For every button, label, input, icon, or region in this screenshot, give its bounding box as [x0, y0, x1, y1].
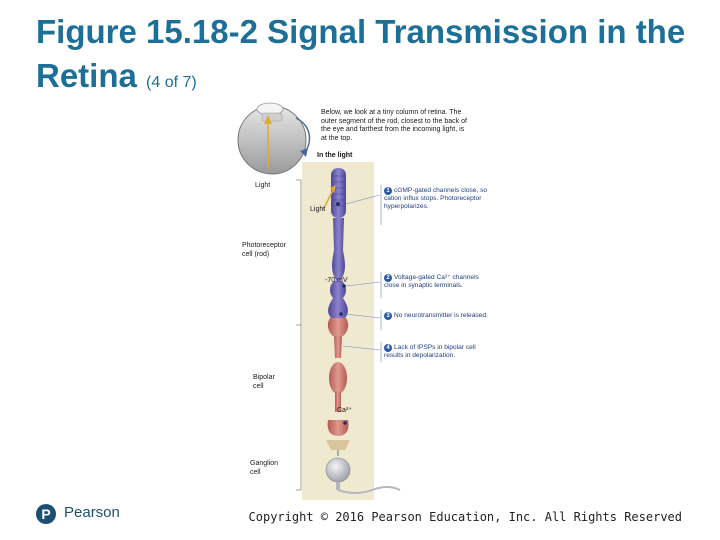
in-the-light-label: In the light: [317, 152, 353, 159]
bipolar-cell-label: Bipolar cell: [253, 374, 275, 390]
step-4-number: 4: [384, 344, 392, 352]
step-1-text: cGMP-gated channels close, so cation influx stops. Photoreceptor hyperpolarizes.: [384, 187, 488, 210]
title-part: (4 of 7): [146, 74, 197, 91]
voltage-label: -70 mV: [325, 277, 348, 284]
step-1: [384, 187, 492, 210]
eyeball-illustration: [238, 103, 306, 174]
photoreceptor-label: Photoreceptor cell (rod): [242, 242, 286, 258]
ganglion-cell-label: Ganglion cell: [250, 460, 279, 476]
step-3-text: No neurotransmitter is released.: [394, 312, 488, 319]
calcium-label: Ca²⁺: [337, 407, 352, 414]
svg-text:P: P: [41, 506, 51, 522]
pearson-brand: [60, 504, 120, 521]
step-4: [384, 344, 492, 360]
step-3: [384, 312, 492, 320]
step-1-number: 1: [384, 187, 392, 195]
light-label-rod: Light: [310, 206, 326, 213]
title-main: Figure 15.18-2 Signal Transmission in the Retina: [36, 13, 686, 94]
pearson-logo-icon: [36, 504, 56, 524]
intro-text: Below, we look at a tiny column of retina. The outer segment of the rod, closest to the back of the eye and farthest from the incoming light, is at the top.: [321, 109, 467, 142]
step-3-number: 3: [384, 312, 392, 320]
step-2-number: 2: [384, 274, 392, 282]
step-2-text: Voltage-gated Ca²⁺ channels close in synaptic terminals.: [384, 274, 479, 289]
step-2: [384, 274, 492, 290]
copyright-text: Copyright © 2016 Pearson Education, Inc. All Rights Reserved: [248, 510, 682, 524]
pearson-brand-name: Pearson: [64, 504, 120, 521]
light-label-eye: Light: [255, 182, 271, 189]
step-4-text: Lack of IPSPs in bipolar cell results in depolarization.: [384, 344, 476, 359]
